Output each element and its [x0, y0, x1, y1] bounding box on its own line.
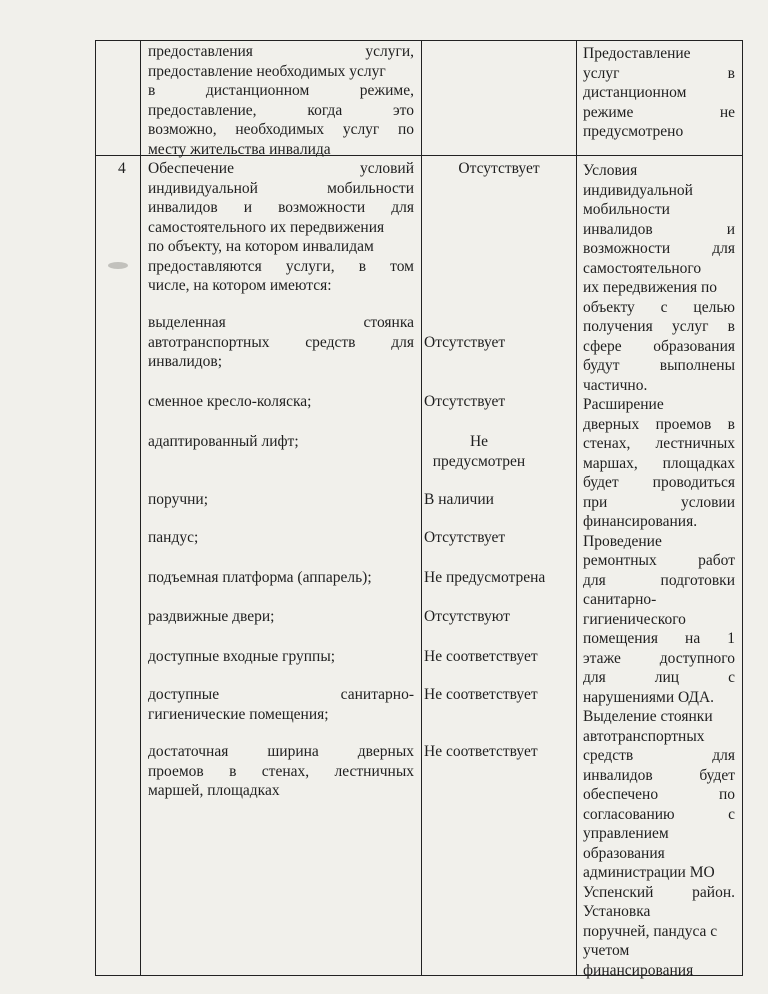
text-line: стенах, лестничных	[583, 435, 735, 452]
text-line: предусмотрен	[432, 452, 526, 470]
text-line: достаточная ширина дверных	[148, 743, 414, 760]
row4-heading-status: Отсутствует	[458, 160, 540, 177]
item-status-wheelchair: Отсутствует	[424, 393, 506, 410]
text-line: услуг в	[583, 64, 735, 82]
text-line: сфере образования	[583, 337, 735, 355]
text-line: мобильности	[583, 201, 670, 218]
item-label-lift: адаптированный лифт;	[148, 433, 299, 450]
column-divider-1	[140, 41, 141, 975]
text-line: возможности для	[583, 240, 735, 257]
item-label-sliding-doors: раздвижные двери;	[148, 608, 275, 625]
column-divider-2	[421, 41, 422, 975]
text-line: Предоставление	[583, 45, 691, 62]
text-line: ремонтных работ	[583, 552, 735, 569]
text-line: режиме не	[583, 103, 735, 121]
text-line: самостоятельного	[583, 259, 702, 277]
text-line: Расширение	[583, 396, 664, 413]
text-line: согласованию с	[583, 805, 735, 823]
text-line: финансирования	[583, 961, 694, 979]
text-line: учетом	[583, 942, 630, 959]
text-line: получения услуг в	[583, 318, 735, 335]
text-line: Условия	[583, 162, 638, 179]
text-line: управлением	[583, 825, 669, 842]
text-line: предоставление необходимых услуг	[148, 62, 386, 80]
text-line: финансирования.	[583, 513, 698, 530]
item-label-sanitary	[148, 685, 414, 724]
item-label-parking	[148, 313, 414, 372]
prev-row-description	[148, 42, 414, 159]
text-line: Не	[469, 433, 489, 450]
text-line: будут выполнены	[583, 357, 735, 374]
text-line: индивидуальной мобильности	[148, 179, 414, 197]
text-line: гигиенические помещения;	[148, 705, 329, 723]
text-line: обеспечено по	[583, 786, 735, 803]
text-line: будет проводиться	[583, 474, 735, 491]
text-line: самостоятельного их передвижения	[148, 218, 385, 236]
item-label-entrance-groups: доступные входные группы;	[148, 648, 336, 665]
item-label-ramp: пандус;	[148, 529, 199, 546]
text-line: числе, на котором имеются:	[148, 277, 332, 294]
text-line: Установка	[583, 903, 651, 920]
text-line: доступные санитарно-	[148, 686, 414, 703]
column-divider-3	[576, 41, 577, 975]
text-line: Обеспечение условий	[148, 160, 414, 177]
text-line: Выделение стоянки	[583, 708, 713, 725]
text-line: по объекту, на котором инвалидам	[148, 238, 374, 255]
text-line: их передвижения по	[583, 279, 718, 296]
item-status-lift	[423, 432, 535, 471]
text-line: предоставления услуги,	[148, 43, 414, 60]
text-line: нарушениями ОДА.	[583, 688, 715, 706]
row4-measures-note	[583, 161, 735, 980]
text-line: предоставляются услуги, в том	[148, 257, 414, 275]
text-line: гигиенического	[583, 610, 686, 628]
text-line: средств для	[583, 747, 735, 764]
text-line: санитарно-	[583, 591, 657, 608]
text-line: Успенский район.	[583, 883, 735, 901]
item-status-platform: Не предусмотрена	[424, 569, 546, 586]
item-label-door-width	[148, 742, 414, 801]
row4-heading	[148, 159, 414, 296]
item-status-sanitary: Не соответствует	[424, 686, 538, 703]
text-line: администрации МО	[583, 864, 715, 881]
text-line: маршах, площадках	[583, 454, 735, 472]
text-line: инвалидов и	[583, 220, 735, 238]
text-line: инвалидов будет	[583, 766, 735, 784]
text-line: маршей, площадках	[148, 782, 280, 799]
text-line: месту жительства инвалида	[148, 140, 331, 158]
text-line: при условии	[583, 493, 735, 511]
text-line: инвалидов и возможности для	[148, 199, 414, 216]
row-number: 4	[118, 160, 126, 177]
text-line: частично.	[583, 376, 648, 394]
text-line: этаже доступного	[583, 649, 735, 667]
text-line: предоставление, когда это	[148, 101, 414, 119]
item-status-handrails: В наличии	[424, 491, 494, 508]
text-line: Проведение	[583, 532, 662, 550]
prev-row-status-note	[583, 44, 735, 142]
text-line: выделенная стоянка	[148, 314, 414, 331]
item-label-handrails: поручни;	[148, 491, 209, 508]
item-label-wheelchair: сменное кресло-коляска;	[148, 393, 312, 410]
text-line: помещения на 1	[583, 630, 735, 647]
accessibility-table	[95, 40, 743, 979]
text-line: объекту с целью	[583, 298, 735, 316]
item-status-entrance-groups: Не соответствует	[424, 648, 538, 665]
text-line: автотранспортных	[583, 727, 705, 745]
text-line: поручней, пандуса с	[583, 922, 718, 940]
text-line: инвалидов;	[148, 353, 223, 370]
text-line: индивидуальной	[583, 181, 693, 199]
text-line: возможно, необходимых услуг по	[148, 121, 414, 138]
text-line: в дистанционном режиме,	[148, 82, 414, 99]
text-line: дверных проемов в	[583, 415, 735, 433]
item-label-platform: подъемная платформа (аппарель);	[148, 569, 372, 586]
scan-smudge	[108, 262, 128, 269]
text-line: для лиц с	[583, 669, 735, 686]
text-line: для подготовки	[583, 571, 735, 589]
text-line: дистанционном	[583, 84, 687, 101]
text-line: автотранспортных средств для	[148, 333, 414, 351]
item-status-ramp: Отсутствует	[424, 529, 506, 546]
text-line: образования	[583, 844, 665, 862]
text-line: предусмотрено	[583, 123, 684, 140]
item-status-parking: Отсутствует	[424, 334, 506, 351]
item-status-sliding-doors: Отсутствуют	[424, 608, 510, 625]
item-status-door-width: Не соответствует	[424, 743, 538, 760]
text-line: проемов в стенах, лестничных	[148, 762, 414, 780]
